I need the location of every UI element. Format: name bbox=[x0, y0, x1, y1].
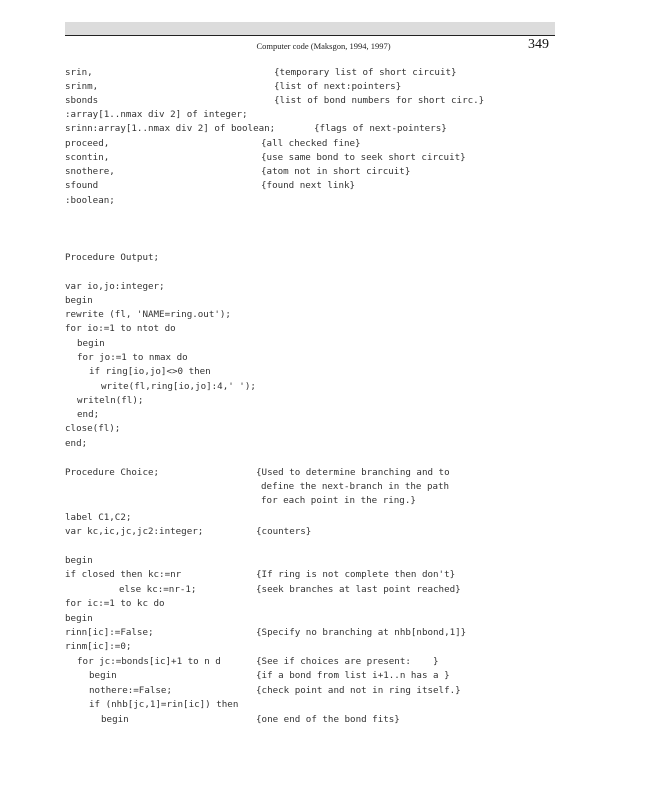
code-comment: {check point and not in ring itself.} bbox=[256, 685, 461, 696]
code-text: srinm, bbox=[65, 81, 99, 92]
code-comment: {if a bond from list i+1..n has a } bbox=[256, 670, 450, 681]
code-comment: {If ring is not complete then don't} bbox=[256, 569, 456, 580]
code-comment: {found next link} bbox=[261, 180, 356, 191]
procedure-heading: Procedure Output; bbox=[65, 252, 160, 263]
header-rule bbox=[65, 35, 555, 36]
code-text: snothere, bbox=[65, 166, 115, 177]
code-comment: {one end of the bond fits} bbox=[256, 714, 400, 725]
code-text: rewrite (fl, 'NAME=ring.out'); bbox=[65, 309, 231, 320]
running-head: Computer code (Maksgon, 1994, 1997) bbox=[256, 41, 391, 51]
code-text: var kc,ic,jc,jc2:integer; bbox=[65, 526, 204, 537]
code-comment: {Specify no branching at nhb[nbond,1]} bbox=[256, 627, 467, 638]
code-text: writeln(fl); bbox=[77, 395, 144, 406]
code-text: for ic:=1 to kc do bbox=[65, 598, 165, 609]
code-text: :boolean; bbox=[65, 195, 115, 206]
code-text: nothere:=False; bbox=[89, 685, 172, 696]
code-text: for jc:=bonds[ic]+1 to n d bbox=[77, 656, 221, 667]
page-number: 349 bbox=[528, 37, 549, 52]
code-text: rinn[ic]:=False; bbox=[65, 627, 154, 638]
code-text: end; bbox=[77, 409, 100, 420]
code-comment: for each point in the ring.} bbox=[261, 495, 416, 506]
code-text: close(fl); bbox=[65, 423, 121, 434]
code-text: begin bbox=[101, 714, 129, 725]
code-text: begin bbox=[65, 613, 93, 624]
code-comment: {See if choices are present: } bbox=[256, 656, 439, 667]
code-comment: define the next-branch in the path bbox=[261, 481, 450, 492]
code-comment: {flags of next-pointers} bbox=[314, 123, 447, 134]
code-text: begin bbox=[89, 670, 117, 681]
code-text: else kc:=nr-1; bbox=[119, 584, 197, 595]
code-text: begin bbox=[65, 295, 93, 306]
code-text: label C1,C2; bbox=[65, 512, 132, 523]
code-comment: {counters} bbox=[256, 526, 312, 537]
code-text: if ring[io,jo]<>0 then bbox=[89, 366, 211, 377]
code-text: for io:=1 to ntot do bbox=[65, 323, 176, 334]
code-comment: {temporary list of short circuit} bbox=[274, 67, 457, 78]
code-text: sbonds bbox=[65, 95, 99, 106]
code-comment: {list of bond numbers for short circ.} bbox=[274, 95, 485, 106]
code-text: if closed then kc:=nr bbox=[65, 569, 182, 580]
code-text: if (nhb[jc,1]=rin[ic]) then bbox=[89, 699, 239, 710]
code-text: srinn:array[1..nmax div 2] of boolean; bbox=[65, 123, 276, 134]
code-comment: {Used to determine branching and to bbox=[256, 467, 450, 478]
code-comment: {use same bond to seek short circuit} bbox=[261, 152, 466, 163]
procedure-heading: Procedure Choice; bbox=[65, 467, 160, 478]
code-text: end; bbox=[65, 438, 88, 449]
code-text: write(fl,ring[io,jo]:4,' '); bbox=[101, 381, 256, 392]
code-text: var io,jo:integer; bbox=[65, 281, 165, 292]
code-text: begin bbox=[77, 338, 105, 349]
code-text: srin, bbox=[65, 67, 93, 78]
code-text: scontin, bbox=[65, 152, 110, 163]
code-text: sfound bbox=[65, 180, 99, 191]
page-top-bar bbox=[65, 22, 555, 35]
code-text: for jo:=1 to nmax do bbox=[77, 352, 188, 363]
code-comment: {list of next:pointers} bbox=[274, 81, 402, 92]
code-comment: {all checked fine} bbox=[261, 138, 361, 149]
code-comment: {seek branches at last point reached} bbox=[256, 584, 461, 595]
code-text: rinm[ic]:=0; bbox=[65, 641, 132, 652]
code-text: proceed, bbox=[65, 138, 110, 149]
code-comment: {atom not in short circuit} bbox=[261, 166, 411, 177]
code-text: begin bbox=[65, 555, 93, 566]
code-text: :array[1..nmax div 2] of integer; bbox=[65, 109, 248, 120]
